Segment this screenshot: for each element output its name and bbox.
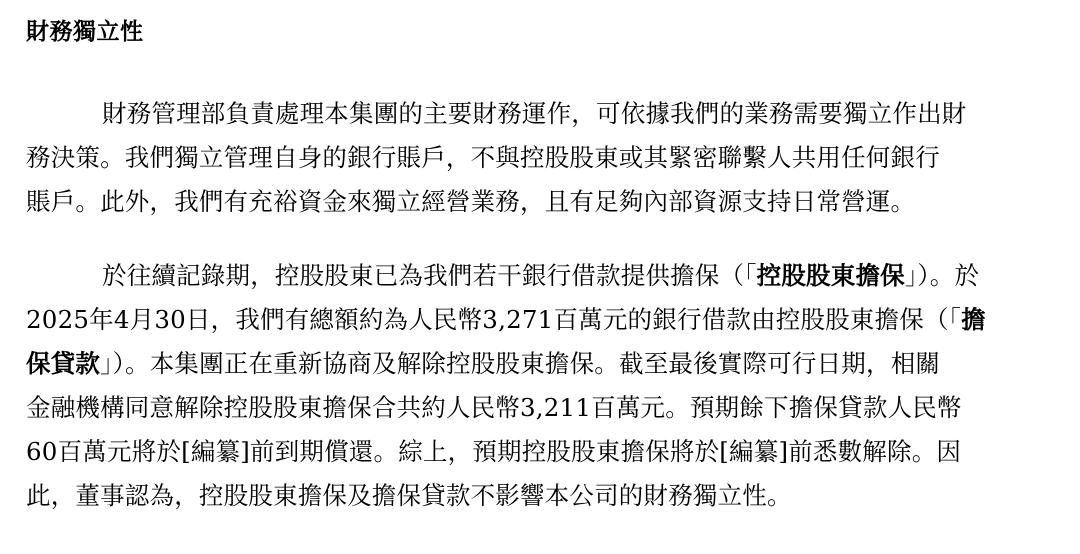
text-line [26,254,1080,298]
text-line [26,430,1080,474]
text-line [26,136,1080,180]
text-run: 金融機構同意解除控股股東擔保合共約人民幣3,211百萬元。預期餘下擔保貸款人民幣 [26,392,962,422]
defined-term: 控股股東擔保 [756,260,905,290]
page-title: 財務獨立性 [26,19,144,45]
text-line [26,342,1080,386]
text-run: 務決策。我們獨立管理自身的銀行賬戶，不與控股股東或其緊密聯繫人共用任何銀行 [26,142,940,172]
text-line [26,474,1080,518]
text-run: 財務管理部負責處理本集團的主要財務運作，可依據我們的業務需要獨立作出財 [102,98,967,128]
text-line [26,386,1080,430]
paragraph-financial-management [26,92,1080,224]
text-run: 賬戶。此外，我們有充裕資金來獨立經營業務，且有足夠內部資源支持日常營運。 [26,186,916,216]
text-line [26,298,1080,342]
text-run: 60百萬元將於[編纂]前到期償還。綜上，預期控股股東擔保將於[編纂]前悉數解除。因 [26,436,962,466]
paragraph-controlling-shareholder-guarantees [26,254,1080,518]
defined-term: 保貸款 [26,348,101,378]
text-line [26,180,1080,224]
text-run: 此，董事認為，控股股東擔保及擔保貸款不影響本公司的財務獨立性。 [26,480,792,510]
text-run: 」）。本集團正在重新協商及解除控股股東擔保。截至最後實際可行日期，相關 [100,348,941,378]
text-run: 」）。於 [904,260,980,290]
text-line [26,92,1080,136]
document-body [26,92,1080,518]
defined-term: 擔 [961,304,986,334]
text-run: 於往續記錄期，控股股東已為我們若干銀行借款提供擔保（「 [102,260,757,290]
text-run: 2025年4月30日，我們有總額約為人民幣3,271百萬元的銀行借款由控股股東擔保（「 [26,304,962,334]
